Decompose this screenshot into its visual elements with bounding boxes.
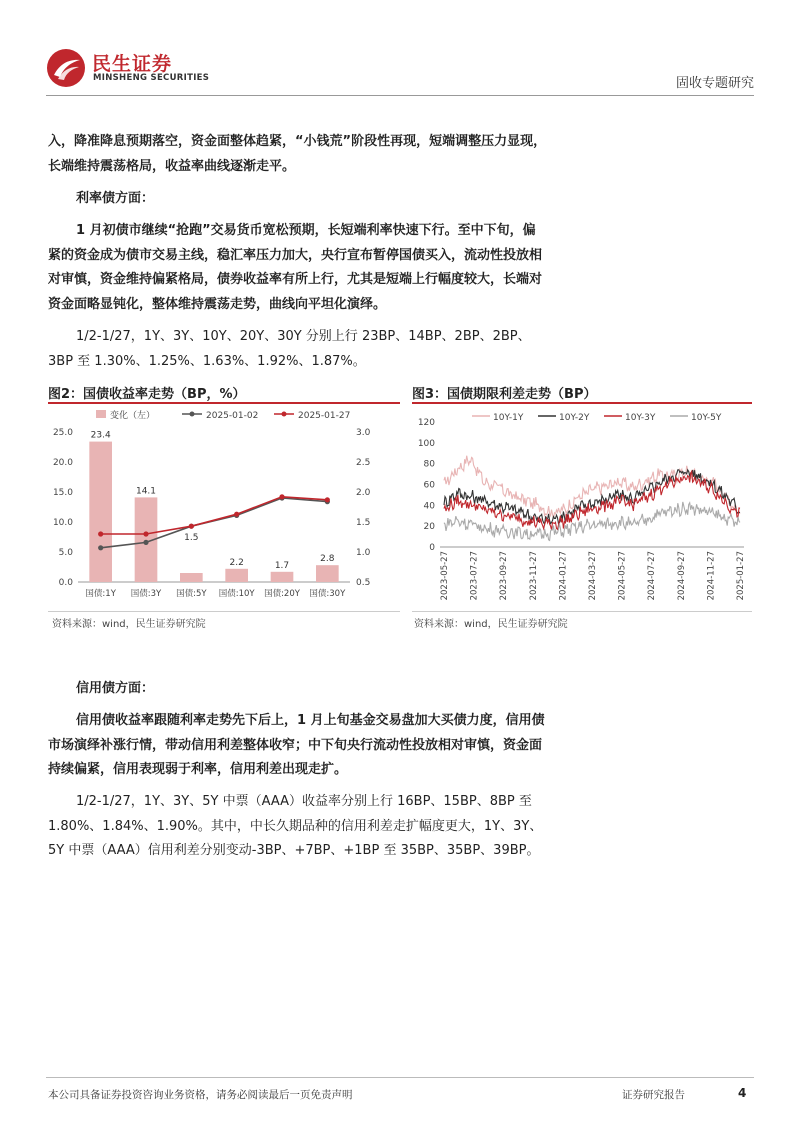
x-tick-label: 国债:1Y: [85, 589, 116, 599]
bar-data-label: 2.2: [229, 557, 244, 568]
section-heading-rates: 利率债方面：: [76, 191, 155, 206]
minsheng-logo-icon: [46, 48, 86, 88]
right-axis-tick: 1.5: [356, 518, 371, 528]
brand-name-en: MINSHENG SECURITIES: [93, 73, 210, 83]
legend-line2-marker: [282, 412, 287, 417]
line-point-2025-01-27: [234, 512, 239, 517]
legend-label-10Y-1Y: 10Y-1Y: [493, 413, 524, 423]
line-point-2025-01-27: [98, 531, 103, 536]
line-point-2025-01-27: [325, 497, 330, 502]
y-axis-tick: 100: [417, 438, 435, 449]
footer-divider: [46, 1077, 754, 1078]
x-axis-tick: 2024-03-27: [588, 551, 598, 601]
legend-line1-marker: [190, 412, 195, 417]
spread-line-10Y-2Y: [444, 470, 740, 525]
bar-data-label: 1.7: [274, 560, 290, 571]
x-tick-label: 国债:10Y: [218, 589, 255, 599]
left-axis-tick: 25.0: [52, 428, 73, 438]
x-axis-tick: 2024-01-27: [558, 551, 569, 601]
figure3-source: 资料来源：wind，民生证券研究院: [414, 619, 568, 630]
line-point-2025-01-27: [143, 531, 148, 536]
x-axis-tick: 2024-05-27: [617, 551, 628, 601]
paragraph-credit-data: 1/2-1/27，1Y、3Y、5Y 中票（AAA）收益率分别上行 16BP、15BP、8BP 至 1.80%、1.84%、1.90%。其中，中长久期品种的信用利差走扩幅度更大，1Y、3Y、5Y 中票（AAA）信用利差分别变动-3BP、+7BP、+1BP 至 35BP、35BP、39BP。: [48, 794, 543, 858]
figure3-chart: [412, 404, 752, 609]
paragraph-rates-data: 1/2-1/27，1Y、3Y、10Y、20Y、30Y 分别上行 23BP、14BP、2BP、2BP、3BP 至 1.30%、1.25%、1.63%、1.92%、1.87%。: [48, 329, 531, 369]
right-axis-tick: 2.0: [356, 488, 371, 498]
left-axis-tick: 10.0: [52, 518, 73, 528]
figure2-source: 资料来源：wind，民生证券研究院: [52, 619, 206, 630]
paragraph-credit: 信用债收益率跟随利率走势先下后上，1 月上旬基金交易盘加大买债力度，信用债市场演绎补涨行情，带动信用利差整体收窄；中下旬央行流动性投放相对审慎，资金面持续偏紧，信用表现弱于利率，信用利差出现走扩。: [48, 713, 545, 777]
y-axis-tick: 0: [429, 543, 435, 553]
line-point-2025-01-02: [98, 545, 103, 550]
bar-国债:5Y: [180, 573, 203, 582]
figure2-title: 图2：国债收益率走势（BP，%）: [48, 387, 246, 402]
right-axis-tick: 2.5: [356, 458, 371, 468]
y-axis-tick: 120: [417, 418, 435, 428]
right-axis-tick: 3.0: [356, 428, 371, 438]
spread-line-10Y-3Y: [444, 471, 740, 530]
footer-report-label: 证券研究报告: [622, 1089, 685, 1101]
left-axis-tick: 5.0: [58, 548, 73, 558]
bar-data-label: 2.8: [320, 554, 335, 565]
figure3-source-rule: [412, 611, 752, 612]
y-axis-tick: 20: [423, 522, 435, 533]
x-axis-tick: 2025-01-27: [736, 551, 746, 601]
y-axis-tick: 80: [423, 459, 435, 470]
bar-国债:30Y: [316, 565, 339, 582]
x-axis-tick: 2024-07-27: [647, 551, 658, 601]
y-axis-tick: 60: [423, 480, 435, 491]
x-tick-label: 国债:20Y: [264, 589, 300, 599]
header-divider: [46, 95, 754, 96]
left-axis-tick: 20.0: [52, 458, 73, 468]
x-axis-tick: 2023-07-27: [469, 551, 480, 601]
line-point-2025-01-27: [189, 524, 194, 529]
left-axis-tick: 15.0: [52, 488, 73, 498]
x-axis-tick: 2023-09-27: [499, 551, 510, 601]
x-tick-label: 国债:5Y: [176, 589, 207, 599]
bar-data-label: 14.1: [135, 486, 157, 497]
paragraph-1: 入，降准降息预期落空，资金面整体趋紧，“小钱荒”阶段性再现，短端调整压力显现，长端维持震荡格局，收益率曲线逐渐走平。: [48, 134, 547, 174]
line-point-2025-01-27: [279, 494, 284, 499]
bar-data-label: 23.4: [90, 430, 111, 441]
x-tick-label: 国债:30Y: [309, 589, 346, 599]
y-axis-tick: 40: [423, 501, 435, 512]
bar-data-label: 1.5: [184, 533, 199, 544]
left-axis-tick: 0.0: [58, 578, 73, 588]
bar-国债:10Y: [225, 569, 248, 582]
x-axis-tick: 2024-09-27: [676, 551, 687, 601]
x-axis-tick: 2024-11-27: [706, 551, 717, 601]
legend-line1-label: 2025-01-02: [206, 411, 259, 421]
x-axis-tick: 2023-11-27: [528, 551, 539, 601]
line-point-2025-01-02: [143, 540, 148, 545]
legend-label-10Y-3Y: 10Y-3Y: [625, 413, 656, 423]
right-axis-tick: 1.0: [356, 548, 371, 558]
legend-bar-swatch: [96, 410, 106, 418]
footer-disclaimer: 本公司具备证券投资咨询业务资格，请务必阅读最后一页免责声明: [48, 1089, 353, 1101]
bar-国债:1Y: [89, 442, 112, 582]
legend-line2-label: 2025-01-27: [298, 411, 351, 421]
legend-label-10Y-2Y: 10Y-2Y: [559, 413, 590, 423]
right-axis-tick: 0.5: [356, 578, 371, 588]
brand-name-cn: 民生证券: [92, 53, 173, 75]
legend-bar-label: 变化（左）: [110, 411, 156, 421]
page-number: 4: [738, 1086, 747, 1100]
report-type: 固收专题研究: [675, 76, 754, 91]
paragraph-rates: 1 月初债市继续“抢跑”交易货币宽松预期，长短端利率快速下行。至中下旬，偏紧的资金成为债市交易主线，稳汇率压力加大，央行宣布暂停国债买入，流动性投放相对审慎，资金维持偏紧格局，债券收益率有所上行，尤其是短端上行幅度较大，长端对资金面略显钝化，整体维持震荡走势，曲线向平坦化演绎。: [48, 223, 543, 312]
figure2-chart: [48, 404, 400, 609]
bar-国债:20Y: [271, 572, 294, 582]
figure2-source-rule: [48, 611, 400, 612]
legend-label-10Y-5Y: 10Y-5Y: [691, 413, 722, 423]
x-tick-label: 国债:3Y: [130, 589, 162, 599]
section-heading-credit: 信用债方面：: [76, 681, 155, 696]
figure3-title: 图3：国债期限利差走势（BP）: [412, 387, 597, 402]
x-axis-tick: 2023-05-27: [440, 551, 450, 601]
